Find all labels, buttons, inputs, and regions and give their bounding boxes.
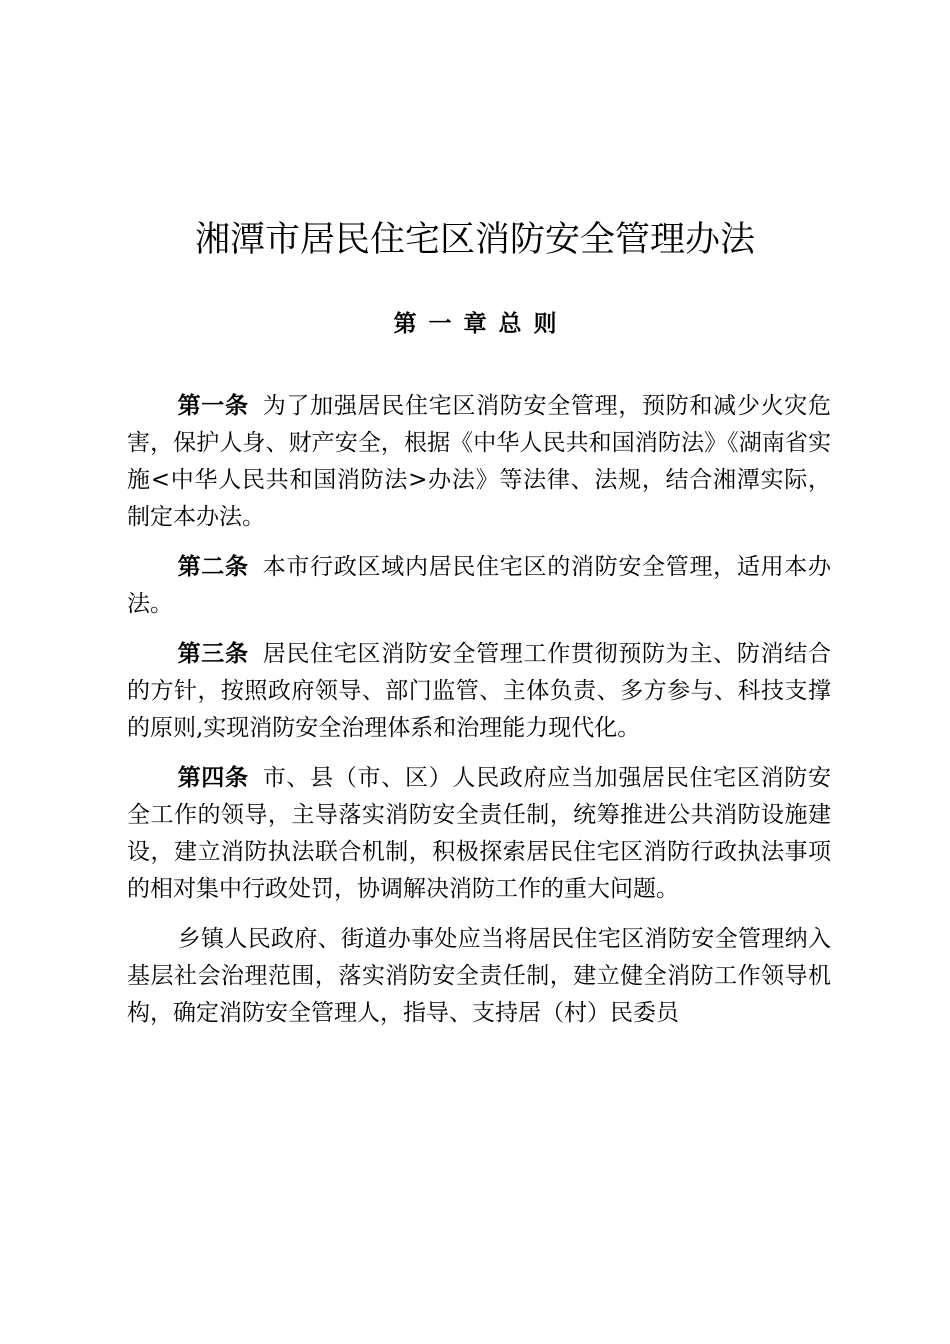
article-text: 居民住宅区消防安全管理工作贯彻预防为主、防消结合的方针，按照政府领导、部门监管、主体负责、多方参与、科技支撑的原则,实现消防安全治理体系和治理能力现代化。: [127, 641, 832, 741]
chapter-char: 一: [428, 311, 452, 337]
article-text: 为了加强居民住宅区消防安全管理，预防和减少火灾危害，保护人身、财产安全，根据《中华人民共和国消防法》《湖南省实施<中华人民共和国消防法>办法》等法律、法规，结合湘潭实际，制定本办法。: [127, 393, 832, 530]
article-text: 本市行政区域内居民住宅区的消防安全管理，适用本办法。: [127, 554, 832, 617]
chapter-char: 则: [533, 311, 557, 337]
article-4: [127, 760, 831, 908]
article-number: 第一条: [177, 393, 249, 419]
article-number: 第二条: [177, 554, 249, 580]
document-body: [127, 388, 831, 1045]
article-3: [127, 636, 831, 747]
chapter-char: 总: [498, 311, 522, 337]
article-number: 第四条: [177, 765, 249, 791]
document-title: 湘潭市居民住宅区消防安全管理办法: [194, 220, 755, 260]
chapter-heading: [0, 306, 950, 342]
article-1: [127, 388, 831, 536]
article-2: [127, 549, 831, 623]
chapter-char: 章: [463, 311, 487, 337]
continuation-paragraph: 乡镇人民政府、街道办事处应当将居民住宅区消防安全管理纳入基层社会治理范围，落实消防安全责任制，建立健全消防工作领导机构，确定消防安全管理人，指导、支持居（村）民委员: [127, 926, 831, 1026]
article-text: 市、县（市、区）人民政府应当加强居民住宅区消防安全工作的领导，主导落实消防安全责任制，统筹推进公共消防设施建设，建立消防执法联合机制，积极探索居民住宅区消防行政执法事项的相对集中行政处罚，协调解决消防工作的重大问题。: [127, 765, 832, 902]
article-number: 第三条: [177, 641, 249, 667]
chapter-char: 第: [393, 311, 417, 337]
